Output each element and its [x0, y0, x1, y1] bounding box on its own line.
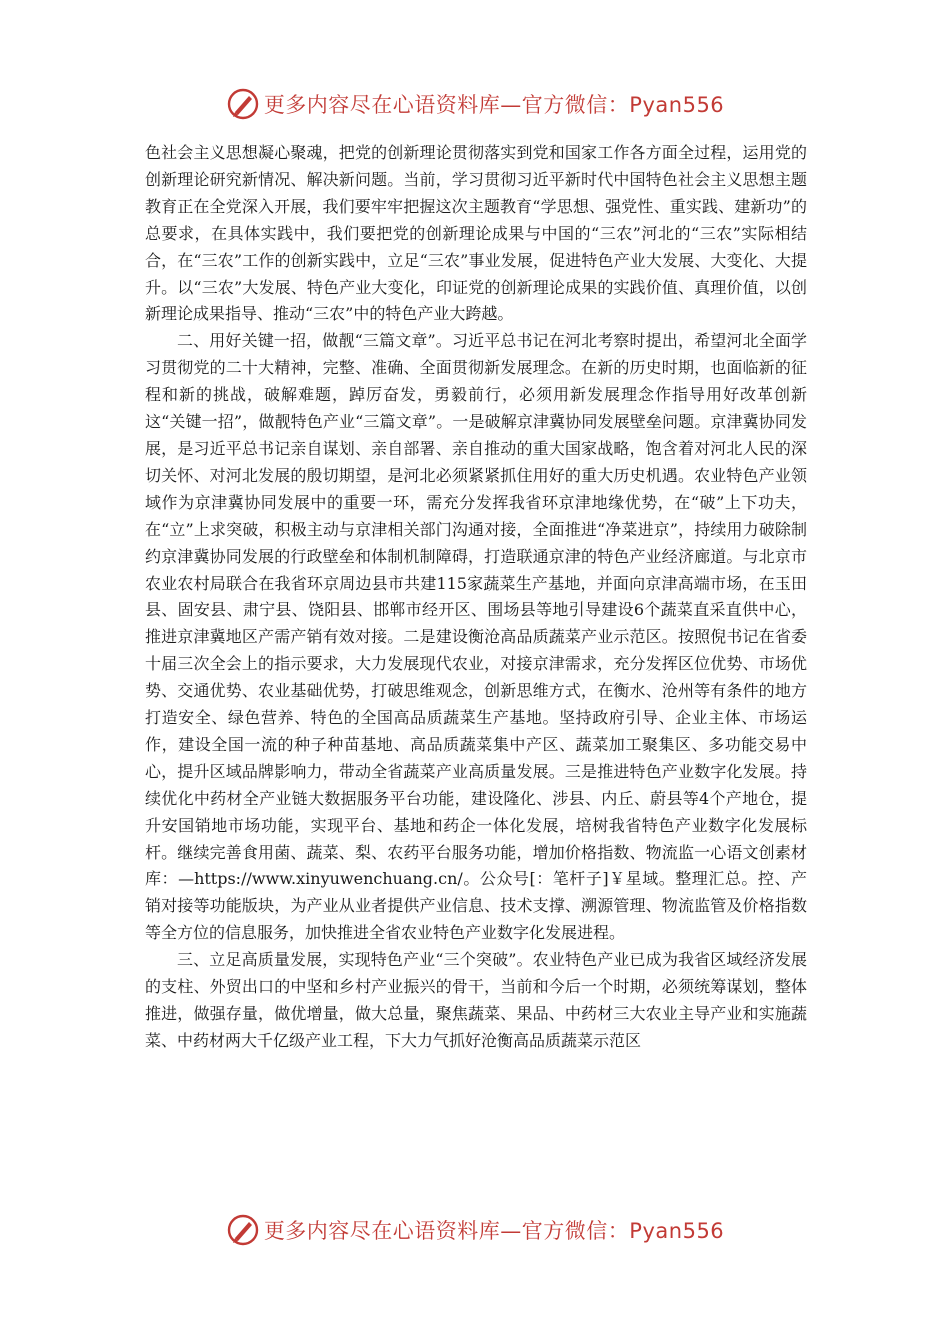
paragraph-section-three: 三、立足高质量发展，实现特色产业“三个突破”。农业特色产业已成为我省区域经济发展的支柱、外贸出口的中坚和乡村产业振兴的骨干，当前和今后一个时期，必须统筹谋划，整体推进，做强存量，做优增量，做大总量，聚焦蔬菜、果品、中药材三大农业主导产业和实施蔬菜、中药材两大千亿级产业工程，下大力气抓好沧衡高品质蔬菜示范区: [145, 950, 807, 1050]
footer-watermark-banner: [0, 1210, 950, 1250]
paragraph-continuation: 色社会主义思想凝心聚魂，把党的创新理论贯彻落实到党和国家工作各方面全过程，运用党的创新理论研究新情况、解决新问题。当前，学习贯彻习近平新时代中国特色社会主义思想主题教育正在全党深入开展，我们要牢牢把握这次主题教育“学思想、强党性、重实践、建新功”的总要求，在具体实践中，我们要把党的创新理论成果与中国的“三农”河北的“三农”实际相结合，在“三农”工作的创新实践中，立足“三农”事业发展，促进特色产业大发展、大变化、大提升。以“三农”大发展、特色产业大变化，印证党的创新理论成果的实践价值、真理价值，以创新理论成果指导、推动“三农”中的特色产业大跨越。: [145, 143, 807, 324]
document-body: [145, 140, 807, 1055]
pen-logo-icon: [226, 1213, 260, 1247]
header-watermark-text: 更多内容尽在心语资料库—官方微信：Pyan556: [263, 93, 725, 117]
pen-logo-icon: [226, 87, 260, 121]
footer-watermark-text: 更多内容尽在心语资料库—官方微信：Pyan556: [263, 1219, 725, 1243]
paragraph-section-two: 二、用好关键一招，做靓“三篇文章”。习近平总书记在河北考察时提出，希望河北全面学习贯彻党的二十大精神，完整、准确、全面贯彻新发展理念。在新的历史时期，也面临新的征程和新的挑战，破解难题，踔厉奋发，勇毅前行，必须用新发展理念作指导用好改革创新这“关键一招”，做靓特色产业“三篇文章”。一是破解京津冀协同发展壁垒问题。京津冀协同发展，是习近平总书记亲自谋划、亲自部署、亲自推动的重大国家战略，饱含着对河北人民的深切关怀、对河北发展的殷切期望，是河北必须紧紧抓住用好的重大历史机遇。农业特色产业领域作为京津冀协同发展中的重要一环，需充分发挥我省环京津地缘优势，在“破”上下功夫，在“立”上求突破，积极主动与京津相关部门沟通对接，全面推进“净菜进京”，持续用力破除制约京津冀协同发展的行政壁垒和体制机制障碍，打造联通京津的特色产业经济廊道。与北京市农业农村局联合在我省环京周边县市共建115家蔬菜生产基地，并面向京津高端市场，在玉田县、固安县、肃宁县、饶阳县、邯郸市经开区、围场县等地引导建设6个蔬菜直采直供中心，推进京津冀地区产需产销有效对接。二是建设衡沧高品质蔬菜产业示范区。按照倪书记在省委十届三次全会上的指示要求，大力发展现代农业，对接京津需求，充分发挥区位优势、市场优势、交通优势、农业基础优势，打破思维观念，创新思维方式，在衡水、沧州等有条件的地方打造安全、绿色营养、特色的全国高品质蔬菜生产基地。坚持政府引导、企业主体、市场运作，建设全国一流的种子种苗基地、高品质蔬菜集中产区、蔬菜加工聚集区、多功能交易中心，提升区域品牌影响力，带动全省蔬菜产业高质量发展。三是推进特色产业数字化发展。持续优化中药材全产业链大数据服务平台功能，建设隆化、涉县、内丘、蔚县等4个产地仓，提升安国销地市场功能，实现平台、基地和药企一体化发展，培树我省特色产业数字化发展标杆。继续完善食用菌、蔬菜、梨、农药平台服务功能，增加价格指数、物流监一心语文创素材库：—https://www.xinyuwenchuang.cn/。公众号[：笔杆子]￥星域。整理汇总。控、产销对接等功能版块，为产业从业者提供产业信息、技术支撑、溯源管理、物流监管及价格指数等全方位的信息服务，加快推进全省农业特色产业数字化发展进程。: [145, 331, 807, 943]
header-watermark-banner: [0, 84, 950, 124]
